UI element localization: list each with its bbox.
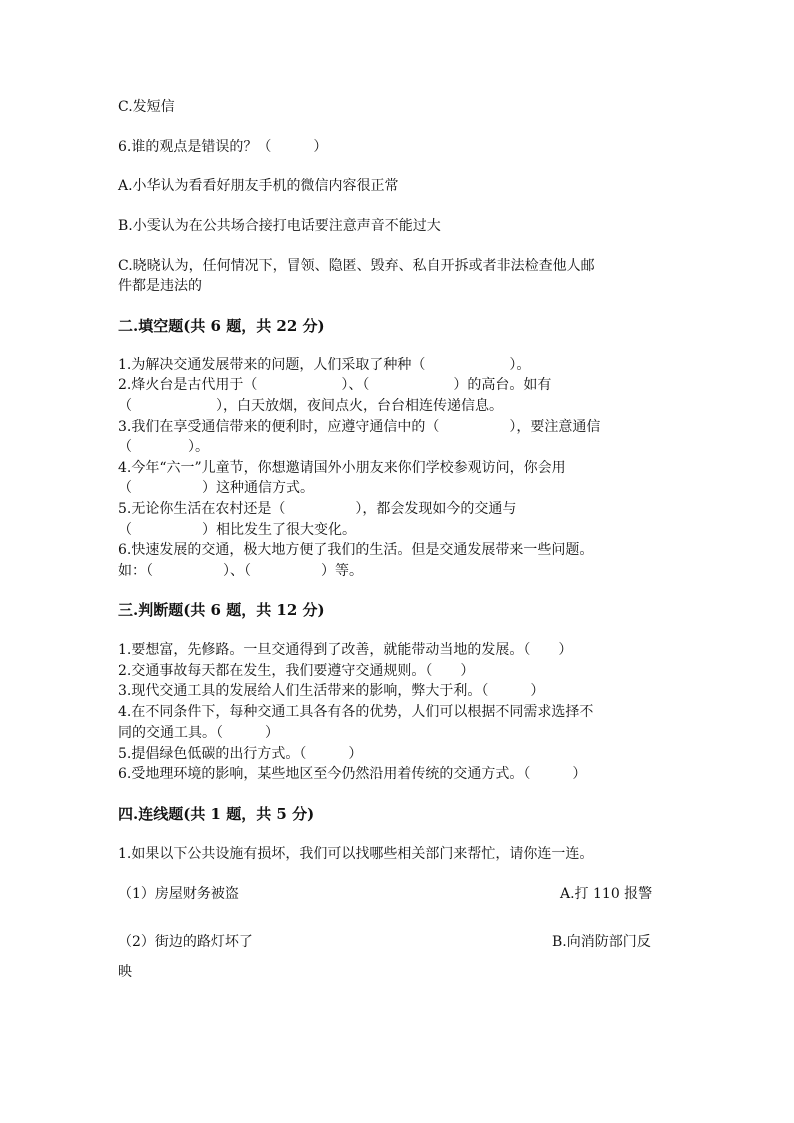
fill-line: 如：（ ）、（ ）等。 xyxy=(118,563,363,579)
judge-line: 6.受地理环境的影响，某些地区至今仍然沿用着传统的交通方式。（ ） xyxy=(118,766,587,782)
fill-line: （ ）。 xyxy=(118,439,209,455)
section3-title: 三.判断题(共 6 题，共 12 分) xyxy=(118,601,325,619)
match-stem: 1.如果以下公共设施有损坏，我们可以找哪些相关部门来帮忙，请你连一连。 xyxy=(118,846,594,862)
q5-option-c: C.发短信 xyxy=(118,99,175,115)
section2-title: 二.填空题(共 6 题，共 22 分) xyxy=(118,317,325,335)
q6-option-b: B.小雯认为在公共场合接打电话要注意声音不能过大 xyxy=(118,218,441,234)
fill-line: （ ），白天放烟，夜间点火，台台相连传递信息。 xyxy=(118,398,503,414)
fill-line: 2.烽火台是古代用于（ ）、（ ）的高台。如有 xyxy=(118,377,552,393)
q6-option-c-line1: C.晓晓认为，任何情况下，冒领、隐匿、毁弃、私自开拆或者非法检查他人邮 xyxy=(118,258,595,274)
match-left-2: （2）街边的路灯坏了 xyxy=(118,934,253,950)
match-right-b-wrap: 映 xyxy=(118,964,132,980)
match-left-1: （1）房屋财务被盗 xyxy=(118,886,239,902)
q6-option-c-line2: 件都是违法的 xyxy=(118,278,202,294)
fill-line: （ ）这种通信方式。 xyxy=(118,480,314,496)
judge-line: 4.在不同条件下，每种交通工具各有各的优势，人们可以根据不同需求选择不 xyxy=(118,704,594,720)
match-right-a: A.打 110 报警 xyxy=(560,886,653,902)
match-right-b: B.向消防部门反 xyxy=(552,934,651,950)
fill-line: （ ）相比发生了很大变化。 xyxy=(118,522,356,538)
section4-title: 四.连线题(共 1 题，共 5 分) xyxy=(118,805,315,823)
fill-line: 1.为解决交通发展带来的问题，人们采取了种种（ ）。 xyxy=(118,357,531,373)
fill-line: 3.我们在享受通信带来的便利时，应遵守通信中的（ ），要注意通信 xyxy=(118,419,601,435)
fill-line: 6.快速发展的交通，极大地方便了我们的生活。但是交通发展带来一些问题。 xyxy=(118,542,594,558)
q6-option-a: A.小华认为看看好朋友手机的微信内容很正常 xyxy=(118,178,399,194)
fill-line: 4.今年“六一”儿童节，你想邀请国外小朋友来你们学校参观访问，你会用 xyxy=(118,460,566,476)
fill-line: 5.无论你生活在农村还是（ ），都会发现如今的交通与 xyxy=(118,501,517,517)
judge-line: 3.现代交通工具的发展给人们生活带来的影响，弊大于利。（ ） xyxy=(118,683,545,699)
q6-stem: 6.谁的观点是错误的？（ ） xyxy=(118,139,328,155)
judge-line: 5.提倡绿色低碳的出行方式。（ ） xyxy=(118,746,363,762)
judge-line: 2.交通事故每天都在发生，我们要遵守交通规则。（ ） xyxy=(118,663,475,679)
judge-line: 1.要想富，先修路。一旦交通得到了改善，就能带动当地的发展。（ ） xyxy=(118,642,573,658)
judge-line: 同的交通工具。（ ） xyxy=(118,725,279,741)
